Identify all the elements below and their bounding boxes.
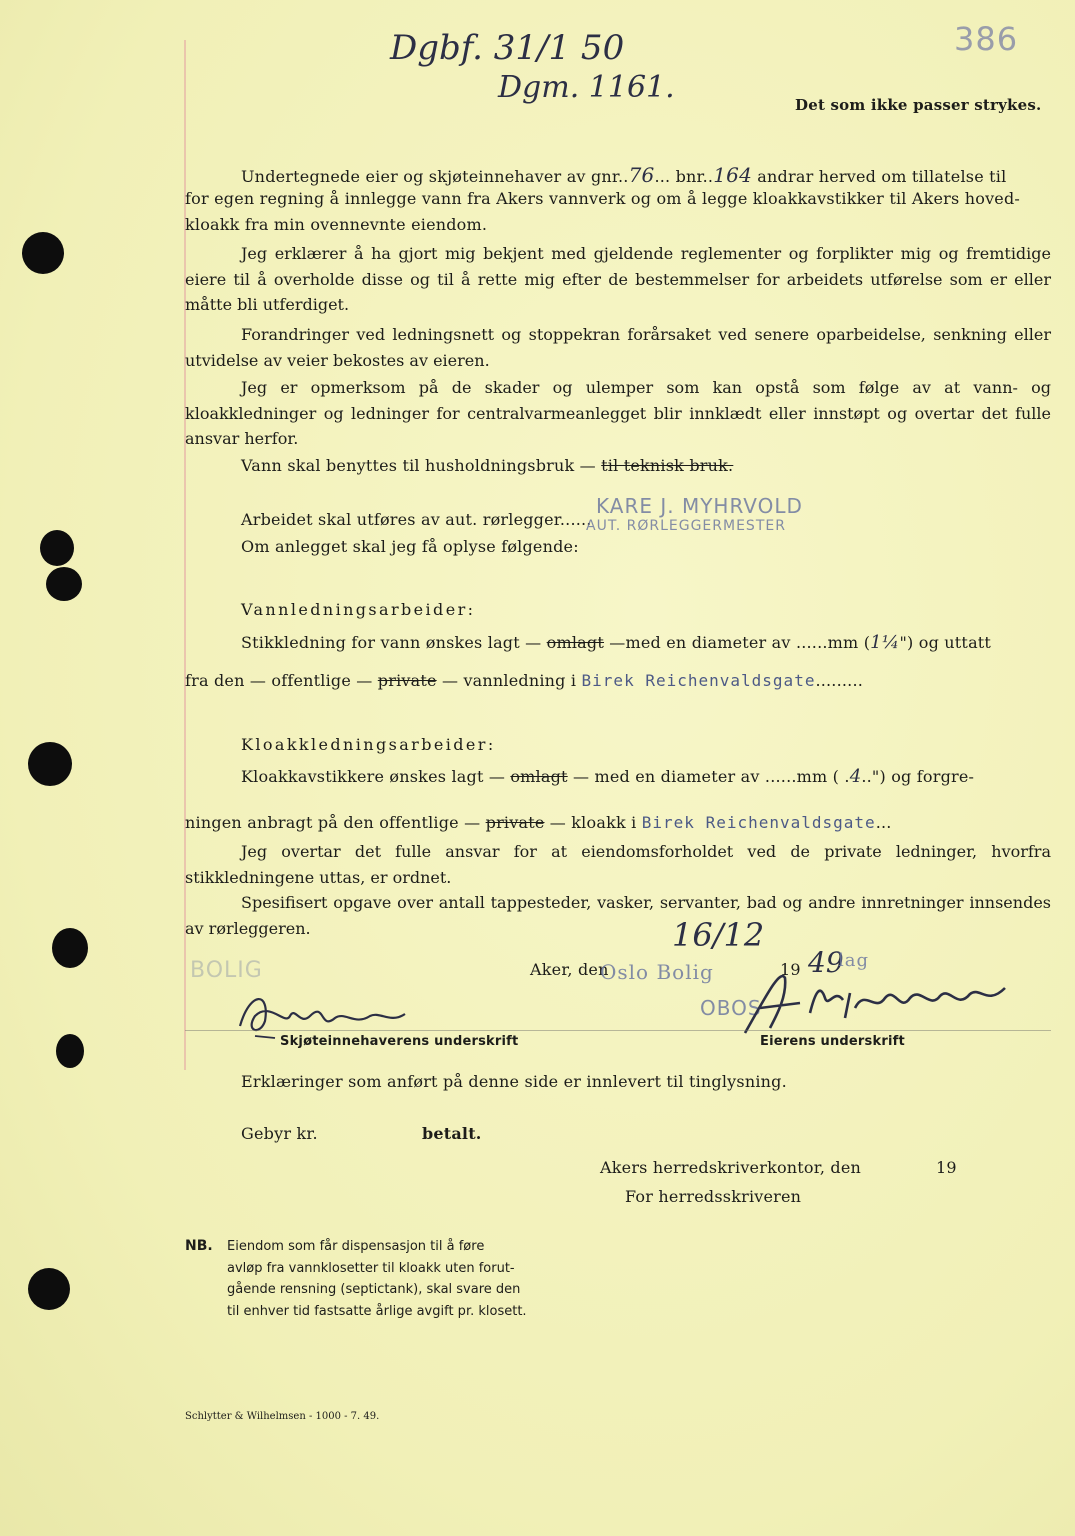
paragraph-5: Jeg overtar det fulle ansvar for at eiendomsforholdet ved de private ledninger, hvorfra stikkledningene uttas, er ordnet. [185, 842, 1051, 887]
gnr-value: 76 [628, 163, 655, 187]
office-year: 19 [936, 1158, 957, 1177]
paragraph-1-line-3: kloakk fra min ovennevnte eiendom. [185, 215, 488, 234]
faded-stamp: BOLIG [190, 958, 263, 983]
water-line-1: Stikkledning for vann ønskes lagt — omlagt —med en diameter av ......mm (1¼") og uttatt [241, 632, 992, 653]
plumber-stamp-line-2: AUT. RØRLEGGERMESTER [586, 518, 786, 534]
paragraph-3: Forandringer ved ledningsnett og stoppekran forårsaket ved senere oparbeidelse, senkning eller utvidelse av veier bekostes av eieren. [185, 325, 1051, 370]
paragraph-1-line-1: Undertegnede eier og skjøteinnehaver av gnr..76... bnr..164 andrar herved om tillatelse til [241, 163, 1007, 187]
office-line: Akers herredskriverkontor, den [600, 1158, 862, 1177]
sewer-street-typed: Birek Reichenvaldsgate [641, 813, 876, 832]
oslo-bolig-stamp: Oslo Bolig [600, 960, 714, 984]
inform-line: Om anlegget skal jeg få oplyse følgende: [241, 537, 579, 556]
eier-signature-label: Eierens underskrift [760, 1034, 905, 1049]
nb-text: Eiendom som får dispensasjon til å føre avløp fra vannklosetter til kloakk uten forut- gående rensning (septictank), skal svare den til enhver tid fastsatte årlige avgift pr. klosett. [227, 1239, 527, 1319]
place-label: Aker, den [530, 960, 609, 979]
water-line-2: fra den — offentlige — private — vannledning i Birek Reichenvaldsgate......... [185, 671, 864, 690]
strike-note: Det som ikke passer strykes. [795, 96, 1042, 114]
punch-hole [56, 1034, 84, 1068]
printer-imprint: Schlytter & Wilhelmsen - 1000 - 7. 49. [185, 1411, 380, 1422]
handwritten-date: 16/12 [672, 916, 765, 954]
water-diameter-value: 1¼ [870, 632, 900, 653]
eier-signature [725, 958, 1025, 1038]
punch-hole [40, 530, 74, 566]
punch-hole [28, 1268, 70, 1310]
sewer-diameter-value: 4 [849, 766, 862, 787]
punch-hole [28, 742, 72, 786]
water-section-heading: Vannledningsarbeider: [241, 600, 476, 619]
work-by-line: Arbeidet skal utføres av aut. rørlegger...... [241, 510, 592, 529]
water-street-typed: Birek Reichenvaldsgate [581, 671, 816, 690]
fee-label: Gebyr kr. [241, 1124, 318, 1143]
punch-hole [22, 232, 64, 274]
bnr-value: 164 [713, 163, 752, 187]
water-use-line: Vann skal benyttes til husholdningsbruk — til teknisk bruk. [241, 456, 734, 475]
year-prefix: 19 [780, 960, 801, 979]
paid-label: betalt. [422, 1124, 482, 1143]
handwritten-reference-1: Dgbf. 31/1 50 [390, 28, 625, 68]
lag-stamp: lag [838, 950, 870, 971]
paragraph-2: Jeg erklærer å ha gjort mig bekjent med gjeldende reglementer og forplikter mig og fremtidige eiere til å overholde disse og til å rette mig efter de bestemmelser for arbeidets utførelse som er eller måtte bli utferdiget. [185, 244, 1051, 314]
sewer-line-2: ningen anbragt på den offentlige — private — kloakk i Birek Reichenvaldsgate... [185, 813, 892, 832]
signature-divider [185, 1030, 1051, 1031]
page-number-stamp: 386 [954, 20, 1019, 58]
paragraph-4: Jeg er opmerksom på de skader og ulemper som kan opstå som følge av at vann- og kloakkledninger og ledninger for centralvarmeanlegget blir innklædt eller innstøpt og overtar det fulle ansvar herfor. [185, 378, 1051, 448]
punch-hole [46, 567, 82, 601]
obos-stamp: OBOS [700, 996, 762, 1020]
paragraph-6: Spesifisert opgave over antall tappesteder, vasker, servanter, bad og andre innretninger innsendes av rørleggeren. [185, 893, 1051, 938]
plumber-stamp-line-1: KARE J. MYHRVOLD [596, 494, 803, 518]
owner-signature-label: Skjøteinnehaverens underskrift [280, 1034, 519, 1049]
sewer-section-heading: Kloakkledningsarbeider: [241, 735, 496, 754]
for-clerk-line: For herredsskriveren [625, 1187, 802, 1206]
declaration-line: Erklæringer som anført på denne side er innlevert til tinglysning. [241, 1072, 787, 1091]
handwritten-reference-2: Dgm. 1161. [498, 70, 675, 105]
paragraph-1-line-2: for egen regning å innlegge vann fra Akers vannverk og om å legge kloakkavstikker til Akers hoved- [185, 189, 1021, 208]
nb-label: NB. [185, 1238, 213, 1254]
punch-hole [52, 928, 88, 968]
handwritten-year: 49 [808, 946, 844, 979]
sewer-line-1: Kloakkavstikkere ønskes lagt — omlagt — med en diameter av ......mm ( .4..") og forgre- [241, 766, 975, 787]
